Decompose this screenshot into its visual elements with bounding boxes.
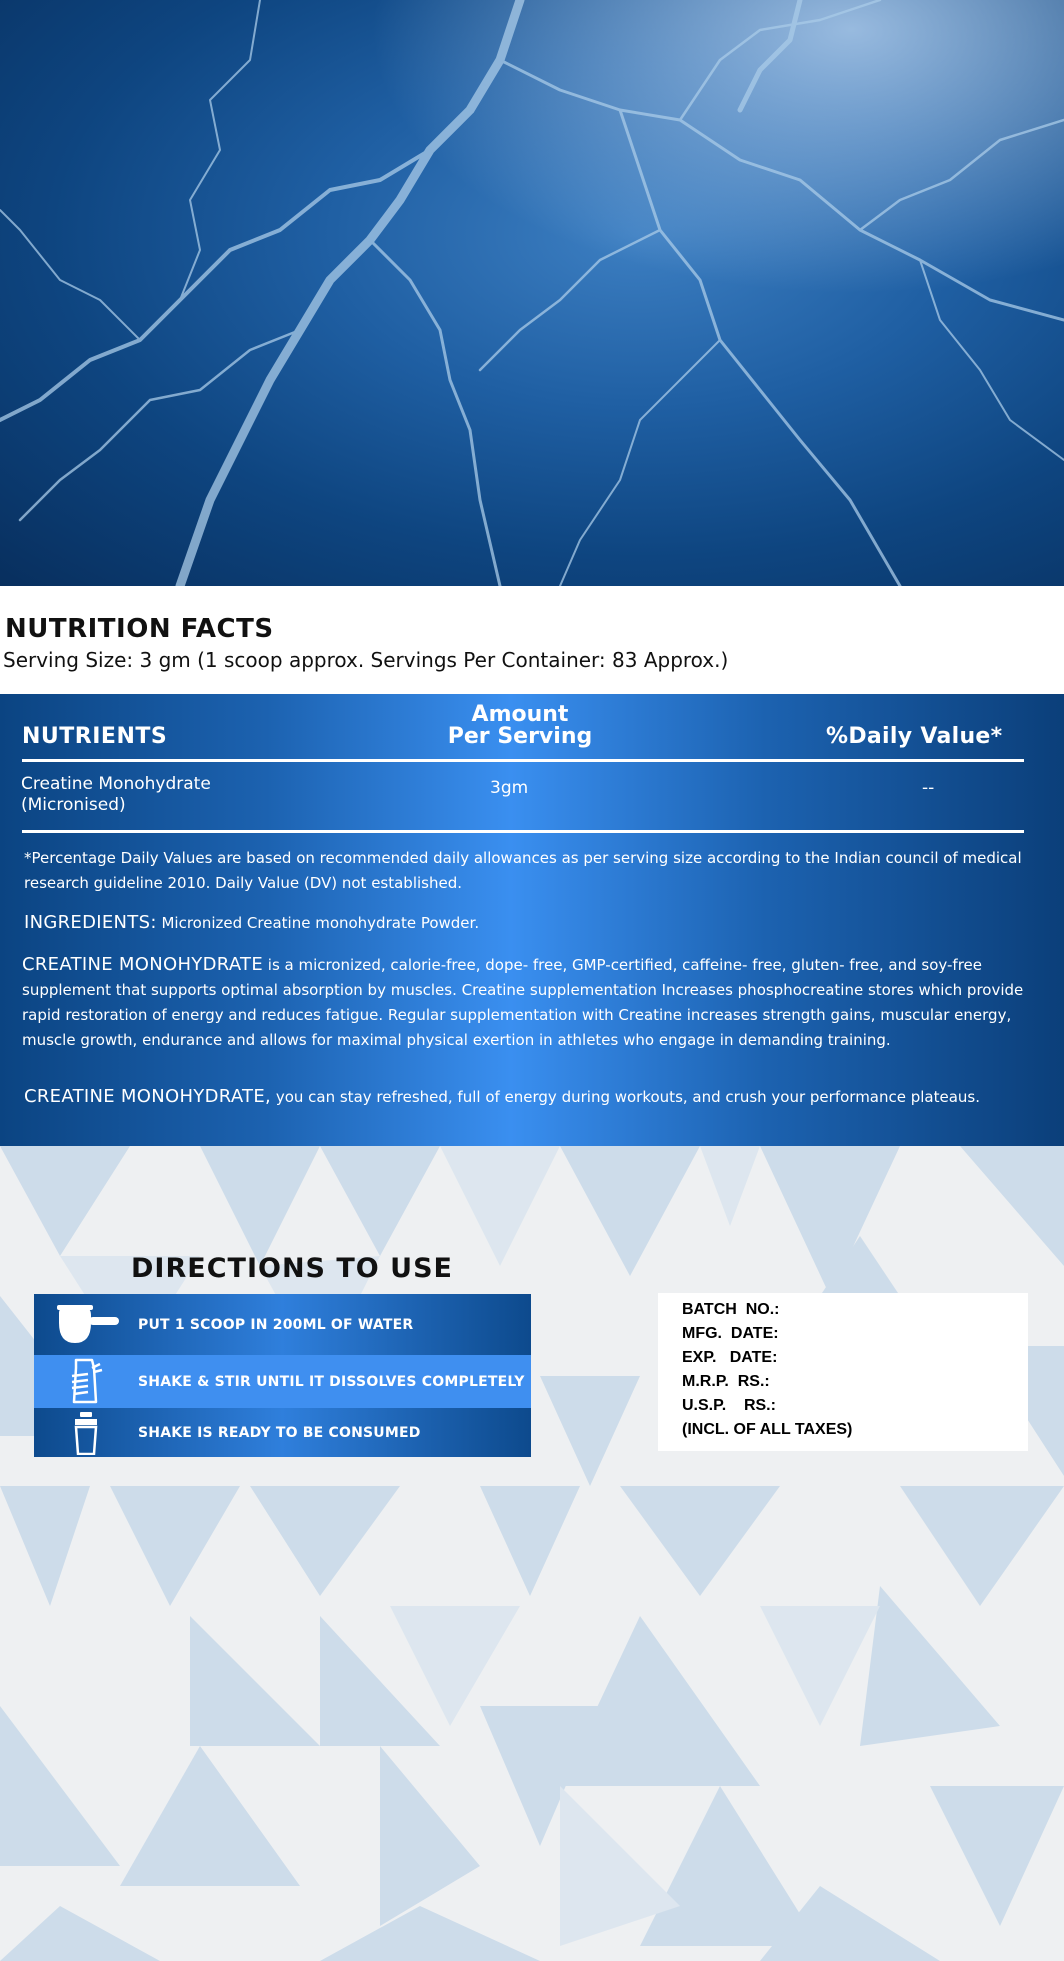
benefit-label: CREATINE MONOHYDRATE,	[24, 1086, 272, 1107]
directions-steps	[34, 1294, 531, 1457]
description-text: is a micronized, calorie-free, dope- free, GMP-certified, caffeine- free, gluten- free, and soy-free supplement that supports optimal absorption by muscles. Creatine supplementation Increases phosphocreatine stores which provide rapid restoration of energy and reduces fatigue. Regular supplementation with Creatine increases strength gains, muscular energy, muscle growth, endurance and allows for maximal physical exertion in athletes who engage in demanding training.	[22, 956, 1024, 1049]
directions-title: DIRECTIONS TO USE	[131, 1253, 453, 1284]
shaking-hand-icon	[34, 1358, 138, 1406]
hero-lightning-image	[0, 0, 1064, 586]
direction-step-1-text: PUT 1 SCOOP IN 200ML OF WATER	[138, 1316, 414, 1333]
nutrition-title: NUTRITION FACTS	[5, 614, 274, 644]
nutrition-header	[0, 586, 1064, 694]
scoop-icon	[34, 1303, 138, 1347]
description-label: CREATINE MONOHYDRATE	[22, 954, 264, 975]
direction-step-2	[34, 1355, 531, 1408]
exp-date-label: EXP. DATE:	[682, 1349, 778, 1366]
nutrient-name-line1: Creatine Monohydrate	[21, 774, 211, 794]
daily-value-note: *Percentage Daily Values are based on recommended daily allowances as per serving size according to the Indian council of medical research guideline 2010. Daily Value (DV) not established.	[24, 849, 1022, 892]
product-description	[22, 952, 1052, 1053]
header-daily-value: %Daily Value*	[826, 724, 1003, 749]
table-divider-bottom	[22, 830, 1024, 833]
tax-note: (INCL. OF ALL TAXES)	[682, 1421, 853, 1438]
benefit-text: you can stay refreshed, full of energy during workouts, and crush your performance plateaus.	[275, 1088, 981, 1106]
ingredients	[24, 910, 1044, 936]
nutrient-name-line2: (Micronised)	[21, 795, 126, 815]
mfg-date-label: MFG. DATE:	[682, 1325, 779, 1342]
direction-step-3-text: SHAKE IS READY TO BE CONSUMED	[138, 1424, 421, 1441]
mrp-label: M.R.P. RS.:	[682, 1373, 770, 1390]
serving-size: Serving Size: 3 gm (1 scoop approx. Servings Per Container: 83 Approx.)	[3, 648, 729, 672]
batch-info-box	[658, 1293, 1028, 1451]
table-divider-top	[22, 759, 1024, 762]
table-row-amount: 3gm	[490, 778, 529, 798]
ingredients-label: INGREDIENTS:	[24, 912, 157, 933]
table-row-daily-value: --	[922, 778, 935, 798]
header-amount	[420, 704, 620, 748]
direction-step-2-text: SHAKE & STIR UNTIL IT DISSOLVES COMPLETELY	[138, 1373, 525, 1390]
direction-step-3	[34, 1408, 531, 1457]
ingredients-text: Micronized Creatine monohydrate Powder.	[161, 914, 480, 932]
table-row-nutrient-name	[21, 774, 341, 816]
nutrition-panel	[0, 694, 1064, 1146]
lightning-graphic	[0, 0, 1064, 586]
header-amount-line1: Amount	[471, 702, 569, 727]
product-benefit	[24, 1084, 1034, 1110]
direction-step-1	[34, 1294, 531, 1355]
header-nutrients: NUTRIENTS	[22, 724, 168, 749]
header-amount-line2: Per Serving	[447, 724, 593, 749]
shaker-bottle-icon	[34, 1411, 138, 1455]
batch-number-label: BATCH NO.:	[682, 1301, 780, 1318]
usp-label: U.S.P. RS.:	[682, 1397, 776, 1414]
